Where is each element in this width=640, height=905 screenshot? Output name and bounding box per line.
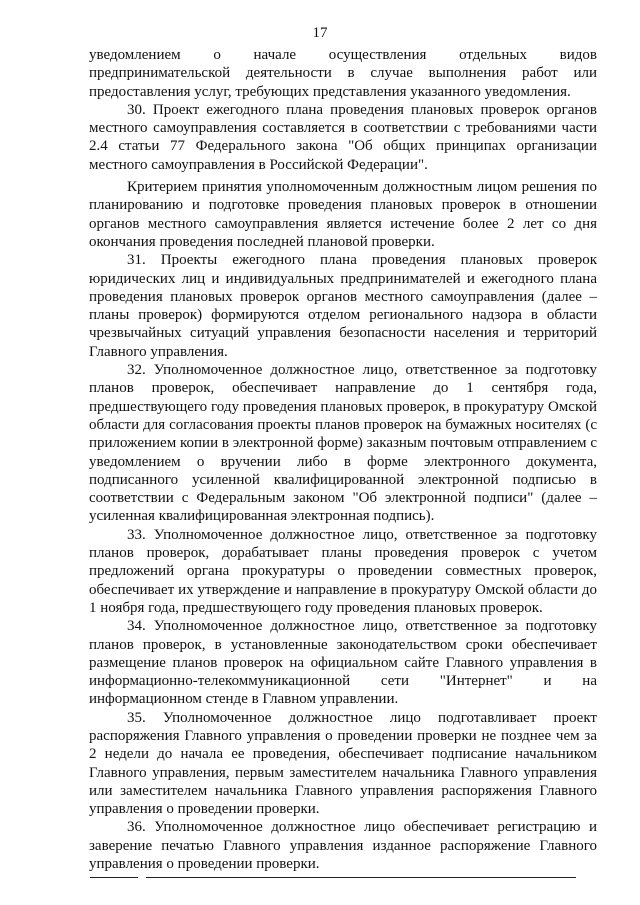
paragraph-30-criterion: Критерием принятия уполномоченным должностным лицом решения по планированию и подготовке проведения плановых проверок в отношении органов местного самоуправления является истечение более 2 лет со дня окончания проведения последней плановой проверки.	[89, 179, 597, 250]
paragraph-32: 32. Уполномоченное должностное лицо, ответственное за подготовку планов проверок, обеспечивает направление до 1 сентября года, предшествующего году проведения плановых проверок, в прокуратуру Омской области для согласования проекты планов проверок на бумажных носителях (с приложением копии в электронной форме) заказным почтовым отправлением с уведомлением о вручении либо в форме электронного документа, подписанного усиленной квалифицированной электронной подписью в соответствии с Федеральным законом "Об электронной подписи" (далее – усиленная квалифицированная электронная подпись).	[89, 362, 597, 525]
paragraph-33: 33. Уполномоченное должностное лицо, ответственное за подготовку планов проверок, дорабатывает планы проведения проверок с учетом предложений органа прокуратуры о проведении совместных проверок, обеспечивает их утверждение и направление в прокуратуру Омской области до 1 ноября года, предшествующего году проведения плановых проверок.	[89, 526, 597, 616]
footer-rule-right	[146, 877, 576, 878]
paragraph-30: 30. Проект ежегодного плана проведения плановых проверок органов местного самоуправления составляется в соответствии с требованиями части 2.4 статьи 77 Федерального закона "Об общих принципах организации местного самоуправления в Российской Федерации".	[89, 101, 597, 173]
footer-rule-left	[90, 877, 138, 878]
paragraph-34: 34. Уполномоченное должностное лицо, ответственное за подготовку планов проверок, в установленные законодательством сроки обеспечивает размещение планов проверок на официальном сайте Главного управления в информационно-телекоммуникационной сети "Интернет" и на информационном стенде в Главном управлении.	[89, 618, 597, 708]
paragraph-36: 36. Уполномоченное должностное лицо обеспечивает регистрацию и заверение печатью Главного управления изданное распоряжение Главного управления о проведении проверки.	[89, 819, 597, 873]
page-body	[89, 46, 597, 873]
page-number: 17	[312, 25, 328, 41]
paragraph-35: 35. Уполномоченное должностное лицо подготавливает проект распоряжения Главного управления о проведении проверки не позднее чем за 2 недели до начала ее проведения, обеспечивает подписание начальником Главного управления, первым заместителем начальника Главного управления или заместителем начальника Главного управления распоряжения Главного управления о проведении проверки.	[89, 709, 597, 818]
paragraph-31: 31. Проекты ежегодного плана проведения плановых проверок юридических лиц и индивидуальных предпринимателей и ежегодного плана проведения плановых проверок органов местного самоуправления (далее – планы проверок) формируются отделом регионального надзора в области чрезвычайных ситуаций управления безопасности населения и территорий Главного управления.	[89, 252, 597, 360]
paragraph-continuation: уведомлением о начале осуществления отдельных видов предпринимательской деятельности в случае выполнения работ или предоставления услуг, требующих представления указанного уведомления.	[89, 47, 597, 100]
